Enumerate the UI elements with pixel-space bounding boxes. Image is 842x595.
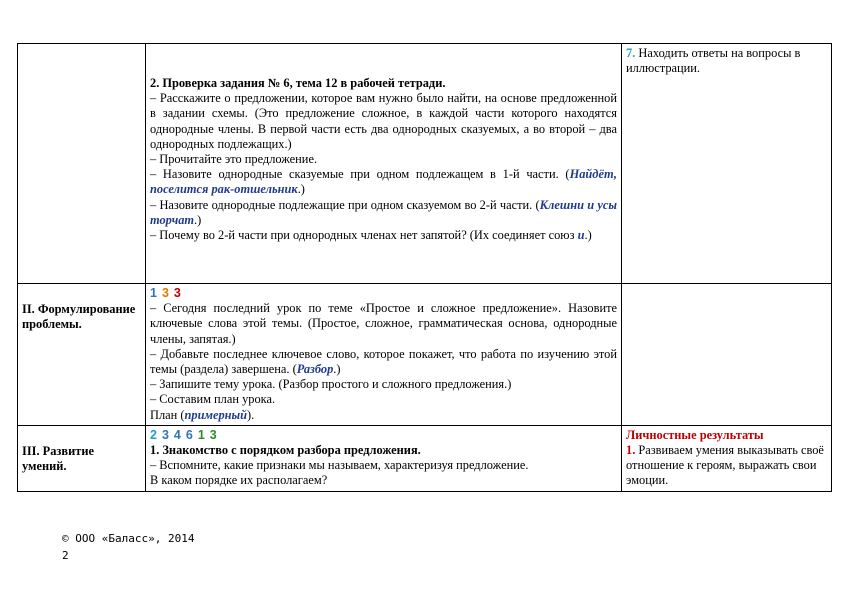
stage-cell: III. Развитие умений. xyxy=(18,425,146,491)
results-cell xyxy=(622,425,832,491)
table-row xyxy=(18,425,832,491)
page-number: 2 xyxy=(62,549,69,562)
result-number: 7. xyxy=(626,46,636,60)
task-numbers: 2 3 4 6 1 3 xyxy=(150,427,217,442)
text-line: – Запишите тему урока. (Разбор простого и сложного предложения.) xyxy=(150,377,512,392)
text-line: – Вспомните, какие признаки мы называем, характеризуя предложение. xyxy=(150,458,529,473)
content-cell xyxy=(146,284,622,426)
result-text: Развиваем умения выказывать своё отношение к героям, выражать свои эмоции. xyxy=(626,443,824,488)
content-cell xyxy=(146,425,622,491)
text-line: – Расскажите о предложении, которое вам нужно было найти, на основе предложенной в задании схемы. (Это предложение сложное, в каждой части которого находятся однородные члены. В первой части есть два однородных сказуемых, а во второй – два однородных подлежащих.) xyxy=(150,91,617,151)
content-cell xyxy=(146,44,622,284)
text-line: – Прочитайте это предложение. xyxy=(150,152,318,167)
question-line: – Добавьте последнее ключевое слово, которое покажет, что работа по изучению этой темы (раздела) завершена. (Разбор.) xyxy=(150,346,617,377)
result-number: 1. xyxy=(626,443,636,458)
answer-text: и xyxy=(577,228,585,243)
question-line: – Назовите однородные подлежащие при одном сказуемом во 2-й части. (Клешни и усы торчат.) xyxy=(150,197,617,227)
stage-cell: II. Формулирование проблемы. xyxy=(18,284,146,426)
plan-line: План (примерный). xyxy=(150,407,255,422)
text-line: – Составим план урока. xyxy=(150,392,276,407)
answer-text: Клешни и усы торчат xyxy=(150,197,617,227)
answer-text: Разбор xyxy=(296,362,334,377)
task-heading: 2. Проверка задания № 6, тема 12 в рабочей тетради. xyxy=(150,76,446,90)
table-row xyxy=(18,44,832,284)
text-line: – Сегодня последний урок по теме «Простое и сложное предложение». Назовите ключевые слова этой темы. (Простое, сложное, грамматическая основа, однородные члены, запятая.) xyxy=(150,301,617,346)
answer-text: Найдёт, поселится рак-отшельник xyxy=(150,167,617,197)
results-cell xyxy=(622,44,832,284)
question-line: – Почему во 2-й части при однородных членах нет запятой? (Их соединяет союз и.) xyxy=(150,228,592,243)
task-numbers: 1 3 3 xyxy=(150,286,181,300)
question-line: – Назовите однородные сказуемые при одном подлежащем в 1-й части. (Найдёт, поселится рак-отшельник.) xyxy=(150,167,617,197)
stage-cell xyxy=(18,44,146,284)
task-heading: 1. Знакомство с порядком разбора предложения. xyxy=(150,443,421,458)
copyright-footer: © ООО «Баласс», 2014 xyxy=(62,532,195,545)
table-row xyxy=(18,284,832,426)
result-text: Находить ответы на вопросы в иллюстрации. xyxy=(626,46,801,76)
results-cell xyxy=(622,284,832,426)
answer-text: примерный xyxy=(184,407,248,422)
lesson-table xyxy=(17,43,832,492)
results-title: Личностные результаты xyxy=(626,427,764,442)
text-line: В каком порядке их располагаем? xyxy=(150,473,328,488)
